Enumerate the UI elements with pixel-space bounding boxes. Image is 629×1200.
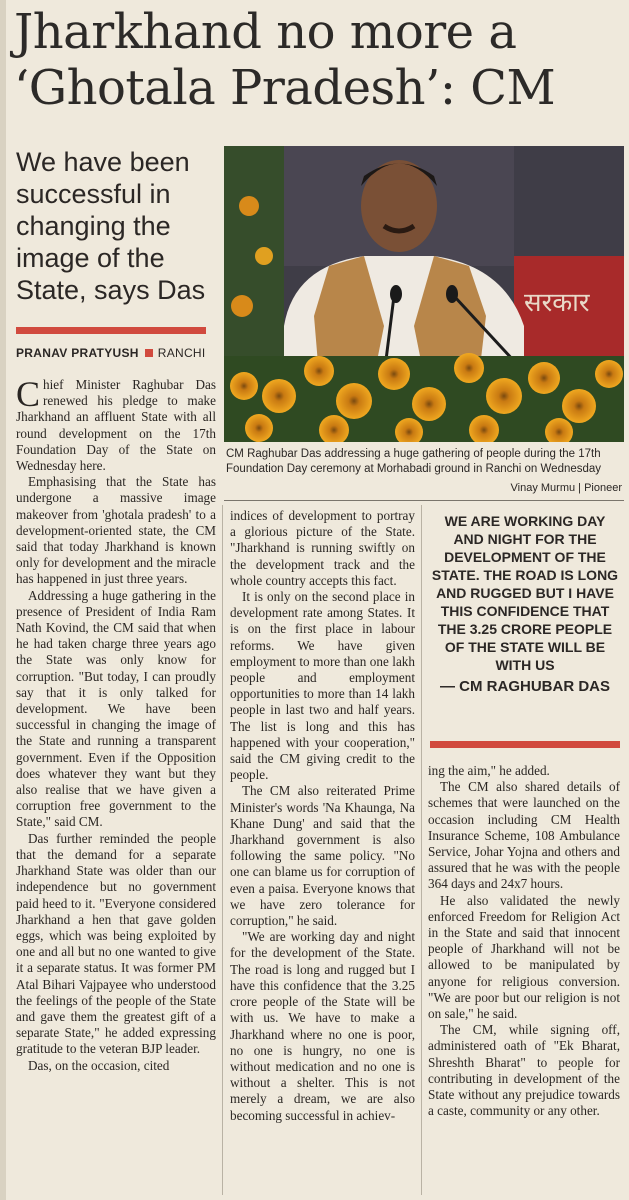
photo-caption: CM Raghubar Das addressing a huge gathering of people during the 17th Foundation Day ceremony at Morhabadi ground in Ranchi on Wednesday [226,448,602,475]
caption-divider [224,500,624,501]
article-column-2 [230,508,415,1124]
article-paragraph: He also validated the newly enforced Freedom for Religion Act in the State and said that innocent people of Jharkhand will not be allowed to be manipulated by anyone for religious conversion. "We are poor but our religion is not on sale," he said. [428,892,620,1022]
byline-separator-square [145,349,153,357]
article-paragraph: "We are working day and night for the development of the State. The road is long and rugged but I have this confidence that the 3.25 crore people of the State will be with us. We have to make a Jharkhand where no one is poor, no one is hungry, no one is without medication and no one is without a shelter. This is not merely a dream, we are also becoming successful in achiev- [230,929,415,1123]
drop-cap: C [16,374,41,414]
news-photo [224,146,624,442]
article-column-1 [16,374,216,1074]
byline-author: PRANAV PRATYUSH [16,346,139,360]
article-column-3 [428,763,620,1119]
article-paragraph: ing the aim," he added. [428,763,550,778]
pull-quote-attribution: — CM RAGHUBAR DAS [440,678,610,695]
article-paragraph: Addressing a huge gathering in the presence of President of India Ram Nath Kovind, the CM said that when he had taken charge three years ago the State was only know for corruption. "But today, I can proudly say that it is only talked for development. We have been successful in changing the image of the State and running a transparent government. Even if the Opposition does whatever they want but they also realise that we have given a corruption free government to the State," said CM. [16,587,216,830]
column-divider-2 [421,505,422,1195]
column-divider-1 [222,505,223,1195]
photo-illustration [224,146,624,442]
headline: Jharkhand no more a ‘Ghotala Pradesh’: CM [14,4,556,116]
subhead-red-rule [16,327,206,334]
photo-credit: Vinay Murmu | Pioneer [510,482,622,494]
pull-quote-red-rule [430,741,620,748]
byline-dateline: RANCHI [157,346,206,360]
article-paragraph: indices of development to portray a glorious picture of the State. "Jharkhand is running swiftly on the development track and the whole country accepts this fact. [230,508,415,588]
article-paragraph: Chief Minister Raghubar Das renewed his pledge to make Jharkhand an affluent State with all round development on the 17th Foundation Day of the State on Wednesday here. [16,374,216,474]
subheadline: We have been successful in changing the image of the State, says Das [16,147,206,305]
article-paragraph: Das, on the occasion, cited [28,1057,170,1073]
backdrop-banner-text: सरकार [524,288,590,318]
byline [16,346,216,360]
article-paragraph: It is only on the second place in development rate among States. It is on the first place in labour reforms. We have given employment to more than one lakh people and employment opportunities to more than 14 lakh people in last two and half years. The list is long and this has happened with your cooperation," said the CM giving credit to the people. [230,589,415,783]
pull-quote [430,512,620,696]
article-paragraph: Emphasising that the State has undergone a massive image makeover from 'ghotala pradesh' to a development-oriented state, the CM said that today Jharkhand is known only for development and the miracle has happened in just three years. [16,474,216,587]
article-paragraph: The CM also reiterated Prime Minister's words 'Na Khaunga, Na Khane Dung' and said that the Jharkhand government is also following the same policy. "No one can blame us for corruption of even a paisa. Everyone knows that we have zero tolerance for corruption," he said. [230,783,415,929]
article-paragraph: Das further reminded the people that the demand for a separate Jharkhand State was older than our independence but no government paid heed to it. "Everyone considered Jharkhand a hen that gave golden eggs, which was being exploited by one and all but no one wanted to give it a separate status. It was former PM Atal Bihari Vajpayee who understood the feelings of the people of the State and gave them the greatest gift of a separate State," he added expressing gratitude to the veteran BJP leader. [16,830,216,1057]
article-paragraph: The CM also shared details of schemes that were launched on the occasion including CM Health Insurance Scheme, 108 Ambulance Service, Johar Yojna and others and assured that he was with the people 364 days and 24x7 hours. [428,779,620,892]
article-paragraph: The CM, while signing off, administered oath of "Ek Bharat, Shreshth Bharat" to people for contributing in development of the State without any prejudice towards a caste, community or any other. [428,1022,620,1119]
pull-quote-text: WE ARE WORKING DAY AND NIGHT FOR THE DEVELOPMENT OF THE STATE. THE ROAD IS LONG AND RUGGED BUT I HAVE THIS CONFIDENCE THAT THE 3.25 CRORE PEOPLE OF THE STATE WILL BE WITH US [431,513,619,673]
adjacent-clipping-edge [0,0,6,1200]
